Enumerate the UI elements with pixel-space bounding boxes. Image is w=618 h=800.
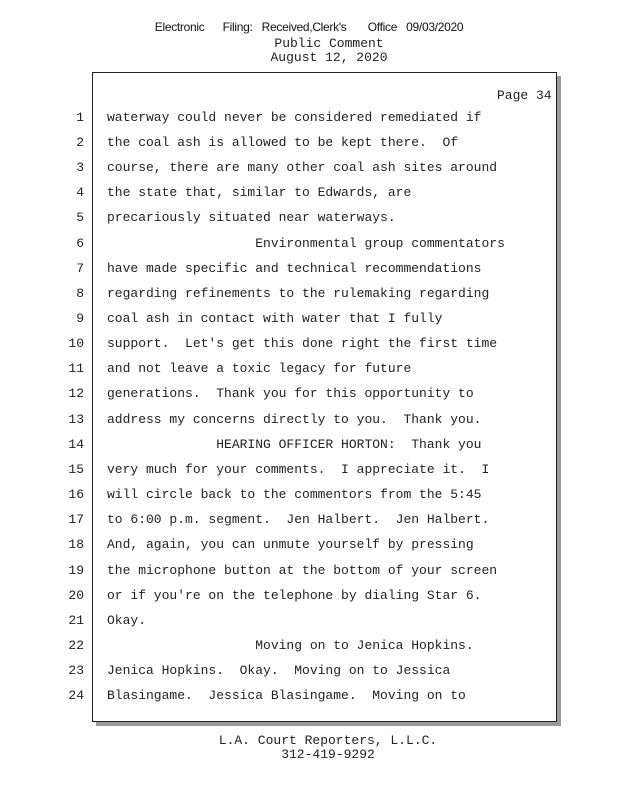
transcript-line: the microphone button at the bottom of your screen [107,563,498,578]
line-number: 15 [68,462,84,477]
transcript-line: or if you're on the telephone by dialing Star 6. [107,588,482,603]
transcript-line: Moving on to Jenica Hopkins. [107,638,474,653]
transcript-line: the state that, similar to Edwards, are [107,185,412,200]
line-number: 11 [68,361,84,376]
line-number: 4 [76,185,84,200]
line-number: 12 [68,386,84,401]
transcript-line: Blasingame. Jessica Blasingame. Moving on to [107,688,466,703]
line-number: 13 [68,412,84,427]
line-number: 9 [76,311,84,326]
line-number: 6 [76,236,84,251]
transcript-line: have made specific and technical recommendations [107,261,482,276]
line-number: 3 [76,160,84,175]
transcript-line: coal ash in contact with water that I fully [107,311,443,326]
transcript-line: and not leave a toxic legacy for future [107,361,412,376]
line-number: 8 [76,286,84,301]
line-number: 22 [68,638,84,653]
transcript-line: precariously situated near waterways. [107,210,396,225]
transcript-line: HEARING OFFICER HORTON: Thank you [107,437,482,452]
transcript-line: generations. Thank you for this opportunity to [107,386,474,401]
line-number: 2 [76,135,84,150]
transcript-line: to 6:00 p.m. segment. Jen Halbert. Jen Halbert. [107,512,490,527]
header-public-comment: Public Comment [274,36,384,51]
line-number: 7 [76,261,84,276]
line-number: 16 [68,487,84,502]
line-number: 14 [68,437,84,452]
line-number: 21 [68,613,84,628]
line-number: 18 [68,537,84,552]
transcript-line: course, there are many other coal ash sites around [107,160,498,175]
transcript-line: Okay. [107,613,147,628]
line-number: 10 [68,336,84,351]
line-number: 23 [68,663,84,678]
transcript-line: very much for your comments. I appreciate it. I [107,462,490,477]
transcript-line: waterway could never be considered remediated if [107,110,482,125]
footer-phone: 312-419-9292 [281,747,375,762]
footer-reporter-name: L.A. Court Reporters, L.L.C. [218,733,438,748]
header-date: August 12, 2020 [270,50,388,65]
line-number: 20 [68,588,84,603]
transcript-line: And, again, you can unmute yourself by pressing [107,537,474,552]
transcript-line: regarding refinements to the rulemaking regarding [107,286,490,301]
transcript-line: address my concerns directly to you. Thank you. [107,412,482,427]
filing-stamp: Electronic Filing: Received,Clerk's Office 09/03/2020 [154,20,464,34]
line-number: 5 [76,210,84,225]
transcript-line: Jenica Hopkins. Okay. Moving on to Jessica [107,663,451,678]
line-number: 19 [68,563,84,578]
line-number: 17 [68,512,84,527]
page-number: Page 34 [497,88,552,103]
transcript-line: Environmental group commentators [107,236,505,251]
line-number: 1 [76,110,84,125]
transcript-line: will circle back to the commentors from the 5:45 [107,487,482,502]
transcript-line: support. Let's get this done right the first time [107,336,498,351]
line-number: 24 [68,688,84,703]
transcript-line: the coal ash is allowed to be kept there. Of [107,135,459,150]
